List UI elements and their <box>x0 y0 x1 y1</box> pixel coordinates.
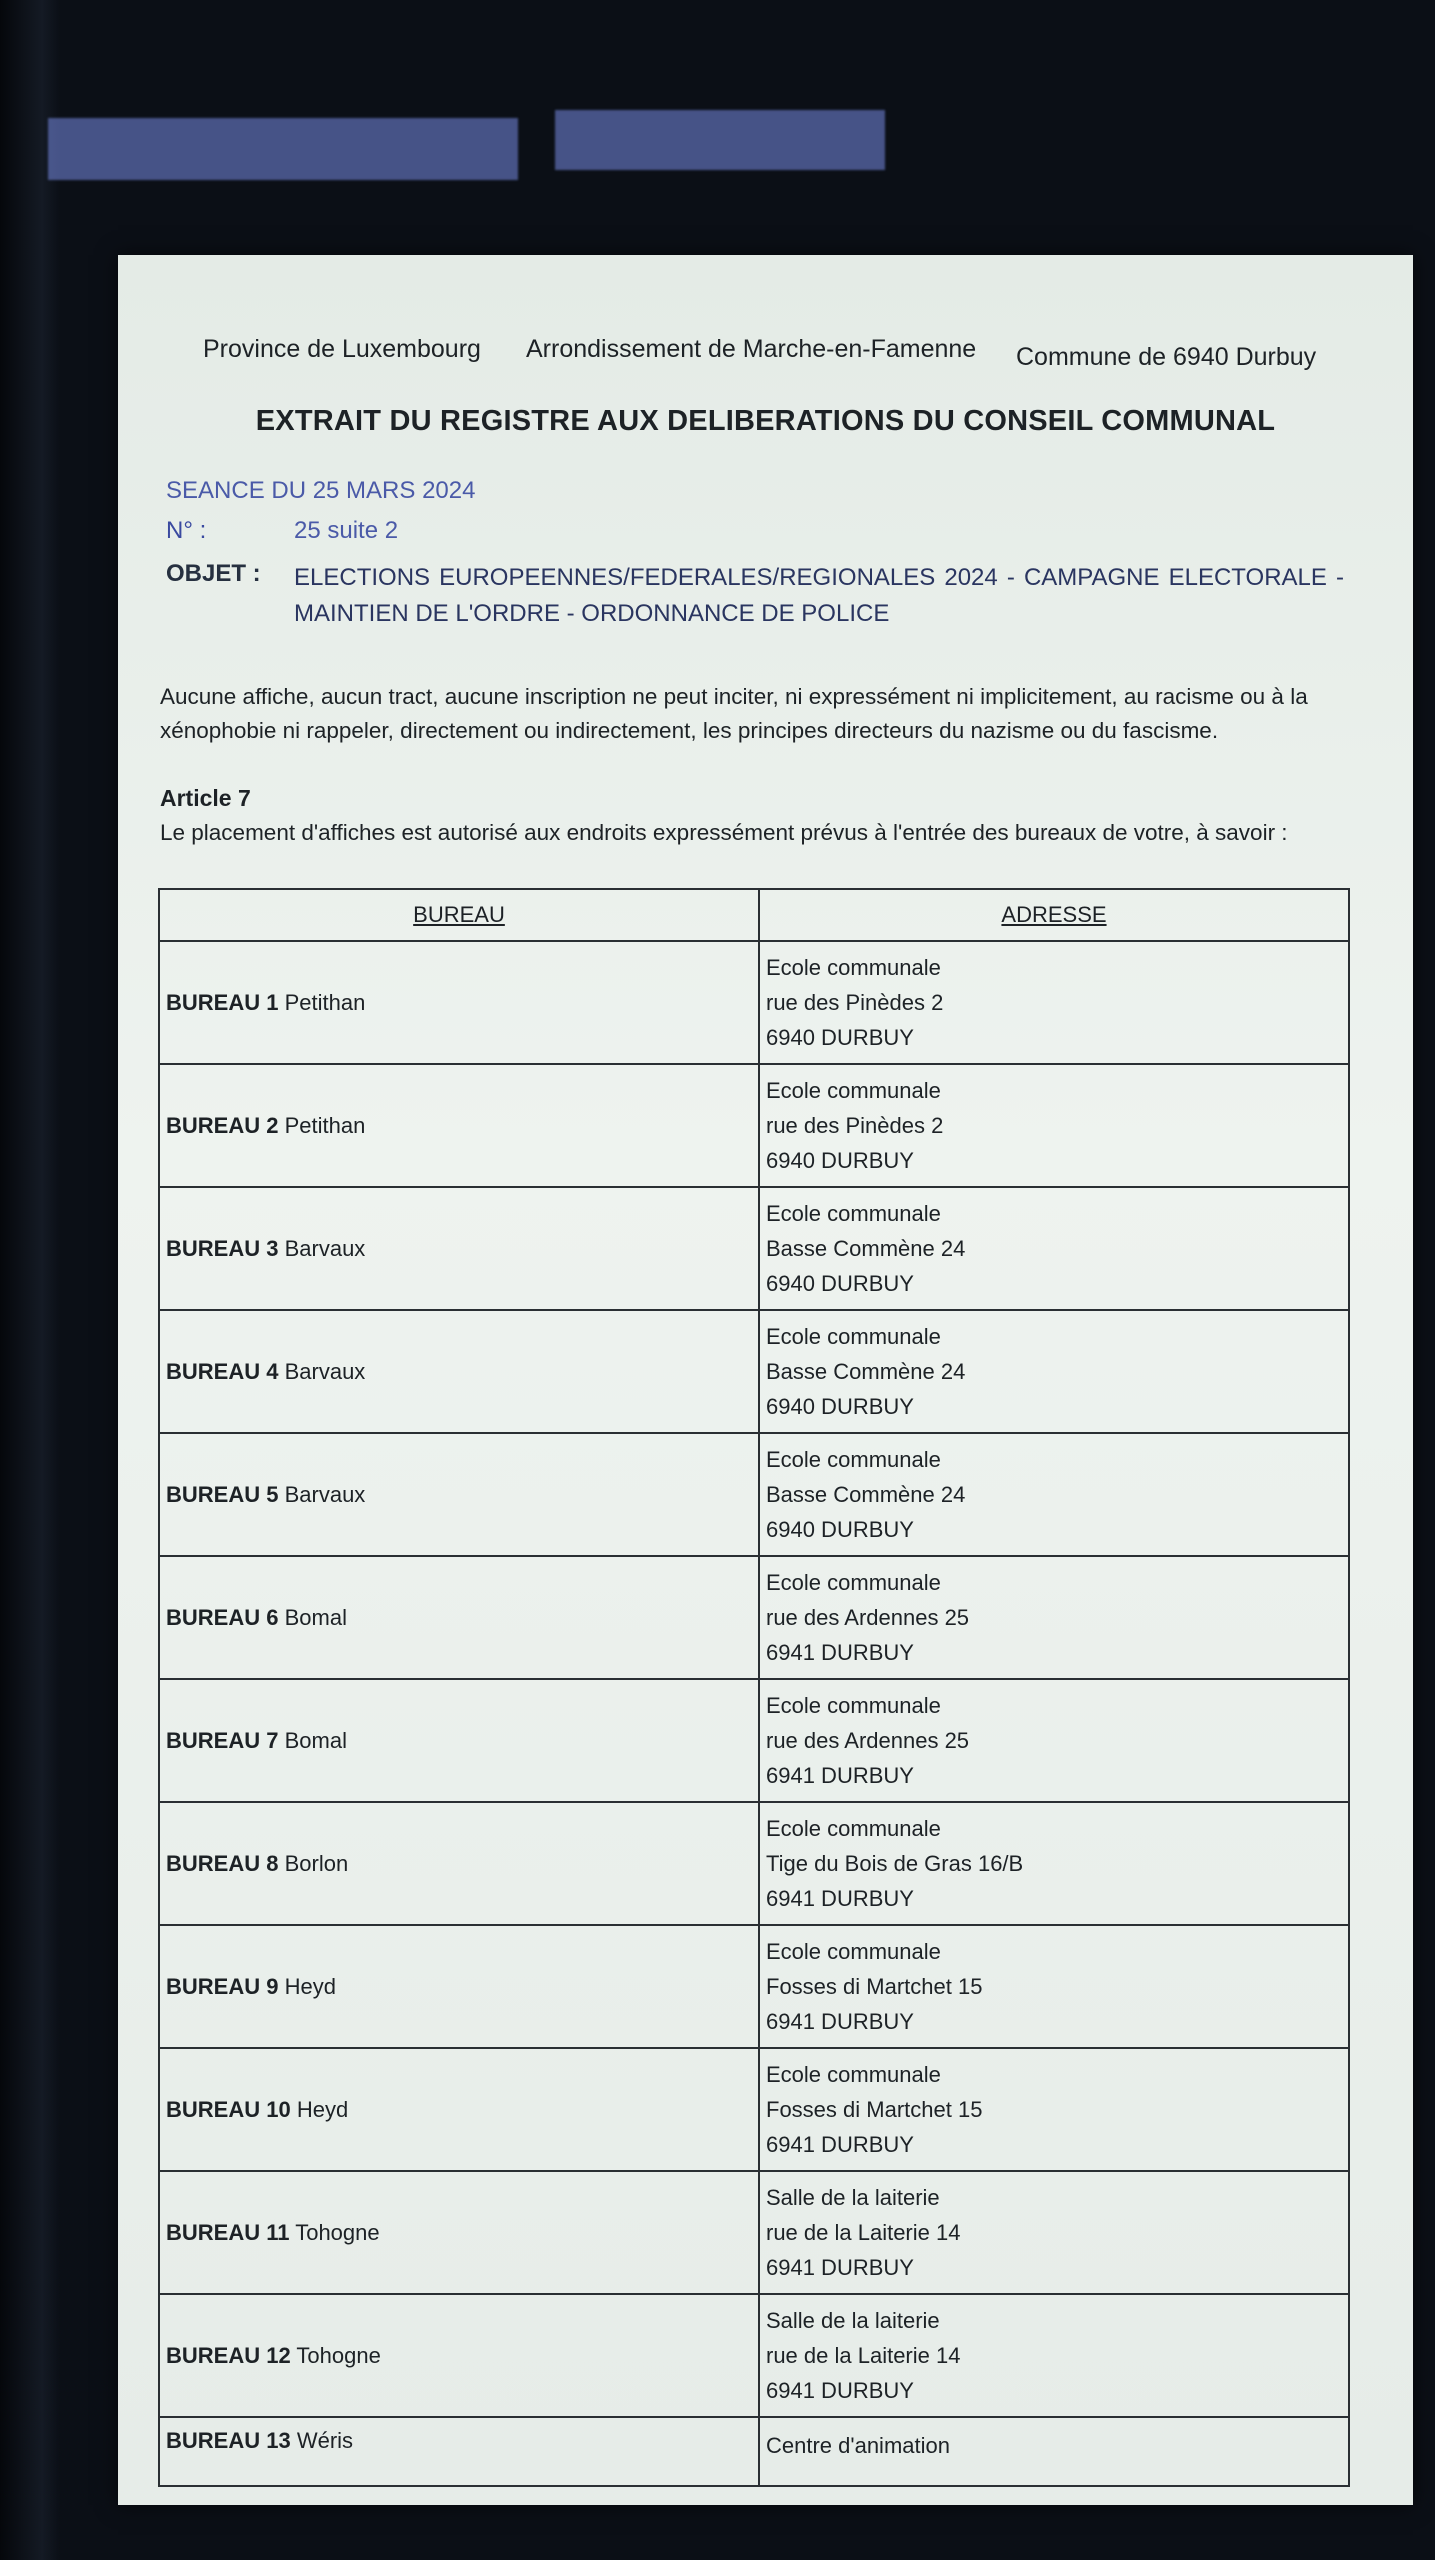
column-header-bureau: BUREAU <box>159 889 759 941</box>
adresse-line: Ecole communale <box>766 1447 941 1472</box>
bureaux-table <box>158 888 1350 2487</box>
adresse-line: 6940 DURBUY <box>766 1148 914 1173</box>
bureau-number: BUREAU 5 <box>166 1481 279 1507</box>
table-row <box>159 1802 1349 1925</box>
bureau-location: Bomal <box>284 1727 347 1753</box>
adresse-line: Basse Commène 24 <box>766 1236 966 1261</box>
column-header-adresse: ADRESSE <box>759 889 1349 941</box>
adresse-line: Ecole communale <box>766 1078 941 1103</box>
article-text: Le placement d'affiches est autorisé aux endroits expressément prévus à l'entrée des bureaux de votre, à savoir : <box>160 820 1288 845</box>
bureau-cell <box>159 941 759 1064</box>
objet-text: ELECTIONS EUROPEENNES/FEDERALES/REGIONALES 2024 - CAMPAGNE ELECTORALE - MAINTIEN DE L'ORDRE - ORDONNANCE DE POLICE <box>294 564 1344 627</box>
bureau-cell <box>159 2048 759 2171</box>
seance-line: SEANCE DU 25 MARS 2024 <box>166 477 476 504</box>
table-row <box>159 2171 1349 2294</box>
adresse-line: Salle de la laiterie <box>766 2308 940 2333</box>
adresse-line: Ecole communale <box>766 1816 941 1841</box>
adresse-line: 6941 DURBUY <box>766 2255 914 2280</box>
bureau-number: BUREAU 9 <box>166 1973 279 1999</box>
adresse-cell <box>759 2048 1349 2171</box>
table-row <box>159 2048 1349 2171</box>
bureau-cell <box>159 1925 759 2048</box>
bureau-location: Petithan <box>284 1112 366 1138</box>
bureau-location: Tohogne <box>295 2219 380 2245</box>
bureau-cell <box>159 2417 759 2486</box>
numero-line <box>166 517 398 545</box>
table-row <box>159 1925 1349 2048</box>
bureau-number: BUREAU 8 <box>166 1850 279 1876</box>
adresse-cell <box>759 1187 1349 1310</box>
bureau-cell <box>159 2294 759 2417</box>
adresse-line: 6941 DURBUY <box>766 1640 914 1665</box>
numero-label: N° : <box>166 517 207 544</box>
adresse-line: Ecole communale <box>766 1324 941 1349</box>
bureau-cell <box>159 1187 759 1310</box>
adresse-line: Tige du Bois de Gras 16/B <box>766 1851 1024 1876</box>
table-row <box>159 1187 1349 1310</box>
bureau-number: BUREAU 4 <box>166 1358 279 1384</box>
numero-value: 25 suite 2 <box>294 517 399 544</box>
adresse-cell <box>759 1802 1349 1925</box>
intro-paragraph: Aucune affiche, aucun tract, aucune inscription ne peut inciter, ni expressément ni implicitement, au racisme ou à la xénophobie ni rappeler, directement ou indirectement, les principes directeurs du nazisme ou du fascisme. <box>160 684 1308 743</box>
bureau-number: BUREAU 12 <box>166 2342 291 2368</box>
commune-label: Commune de 6940 Durbuy <box>1016 343 1317 371</box>
article-title: Article 7 <box>160 785 251 811</box>
adresse-cell <box>759 2294 1349 2417</box>
adresse-line: rue des Pinèdes 2 <box>766 1113 944 1138</box>
table-row <box>159 1679 1349 1802</box>
bureau-number: BUREAU 3 <box>166 1235 279 1261</box>
glass-reflection <box>555 110 885 170</box>
adresse-line: 6940 DURBUY <box>766 1025 914 1050</box>
adresse-line: Fosses di Martchet 15 <box>766 1974 983 1999</box>
adresse-line: Fosses di Martchet 15 <box>766 2097 983 2122</box>
glass-reflection <box>48 118 518 180</box>
bureau-location: Barvaux <box>284 1481 366 1507</box>
adresse-line: Ecole communale <box>766 955 941 980</box>
bureau-number: BUREAU 13 <box>166 2428 291 2453</box>
adresse-line: 6940 DURBUY <box>766 1271 914 1296</box>
bureau-number: BUREAU 6 <box>166 1604 279 1630</box>
adresse-line: rue de la Laiterie 14 <box>766 2220 961 2245</box>
bureau-cell <box>159 2171 759 2294</box>
province-label: Province de Luxembourg <box>203 335 481 363</box>
adresse-cell <box>759 1064 1349 1187</box>
adresse-cell <box>759 2417 1349 2486</box>
table-row <box>159 1064 1349 1187</box>
bureau-location: Barvaux <box>284 1235 366 1261</box>
arrondissement-label: Arrondissement de Marche-en-Famenne <box>526 335 977 363</box>
bureau-location: Heyd <box>284 1973 336 1999</box>
adresse-line: rue des Pinèdes 2 <box>766 990 944 1015</box>
window-frame <box>0 0 60 2560</box>
adresse-line: Basse Commène 24 <box>766 1482 966 1507</box>
notice-document <box>118 255 1413 2505</box>
bureau-cell <box>159 1556 759 1679</box>
bureau-number: BUREAU 11 <box>166 2219 290 2245</box>
bureau-location: Barvaux <box>284 1358 366 1384</box>
bureau-number: BUREAU 2 <box>166 1112 279 1138</box>
adresse-line: Salle de la laiterie <box>766 2185 940 2210</box>
bureau-cell <box>159 1802 759 1925</box>
adresse-cell <box>759 1679 1349 1802</box>
table-row <box>159 1433 1349 1556</box>
adresse-line: Basse Commène 24 <box>766 1359 966 1384</box>
adresse-cell <box>759 1310 1349 1433</box>
adresse-cell <box>759 1925 1349 2048</box>
table-row <box>159 2294 1349 2417</box>
adresse-line: Ecole communale <box>766 1201 941 1226</box>
bureau-location: Wéris <box>296 2428 354 2453</box>
bureau-cell <box>159 1064 759 1187</box>
adresse-cell <box>759 1556 1349 1679</box>
adresse-cell <box>759 941 1349 1064</box>
adresse-line: 6940 DURBUY <box>766 1517 914 1542</box>
adresse-line: Ecole communale <box>766 1570 941 1595</box>
table-row <box>159 1310 1349 1433</box>
bureau-location: Bomal <box>284 1604 347 1630</box>
bureau-cell <box>159 1310 759 1433</box>
adresse-line: 6941 DURBUY <box>766 2378 914 2403</box>
table-header-row <box>159 889 1349 941</box>
bureau-cell <box>159 1679 759 1802</box>
table-row <box>159 941 1349 1064</box>
adresse-line: 6940 DURBUY <box>766 1394 914 1419</box>
bureau-number: BUREAU 10 <box>166 2096 291 2122</box>
adresse-line: rue de la Laiterie 14 <box>766 2343 961 2368</box>
objet-label: OBJET : <box>166 560 261 587</box>
bureau-cell <box>159 1433 759 1556</box>
adresse-line: 6941 DURBUY <box>766 1886 914 1911</box>
table-row <box>159 2417 1349 2486</box>
adresse-line: Ecole communale <box>766 2062 941 2087</box>
document-header <box>118 335 1413 375</box>
adresse-line: rue des Ardennes 25 <box>766 1728 970 1753</box>
bureau-location: Tohogne <box>296 2342 381 2368</box>
adresse-line: 6941 DURBUY <box>766 2132 914 2157</box>
bureau-location: Borlon <box>284 1850 349 1876</box>
document-title: EXTRAIT DU REGISTRE AUX DELIBERATIONS DU CONSEIL COMMUNAL <box>255 405 1276 437</box>
adresse-line: 6941 DURBUY <box>766 1763 914 1788</box>
bureau-number: BUREAU 7 <box>166 1727 279 1753</box>
adresse-line: Centre d'animation <box>766 2433 950 2458</box>
table-row <box>159 1556 1349 1679</box>
adresse-cell <box>759 1433 1349 1556</box>
adresse-cell <box>759 2171 1349 2294</box>
adresse-line: 6941 DURBUY <box>766 2009 914 2034</box>
bureau-location: Petithan <box>284 989 366 1015</box>
adresse-line: Ecole communale <box>766 1939 941 1964</box>
bureau-number: BUREAU 1 <box>166 989 279 1015</box>
adresse-line: rue des Ardennes 25 <box>766 1605 970 1630</box>
bureau-location: Heyd <box>296 2096 349 2122</box>
adresse-line: Ecole communale <box>766 1693 941 1718</box>
